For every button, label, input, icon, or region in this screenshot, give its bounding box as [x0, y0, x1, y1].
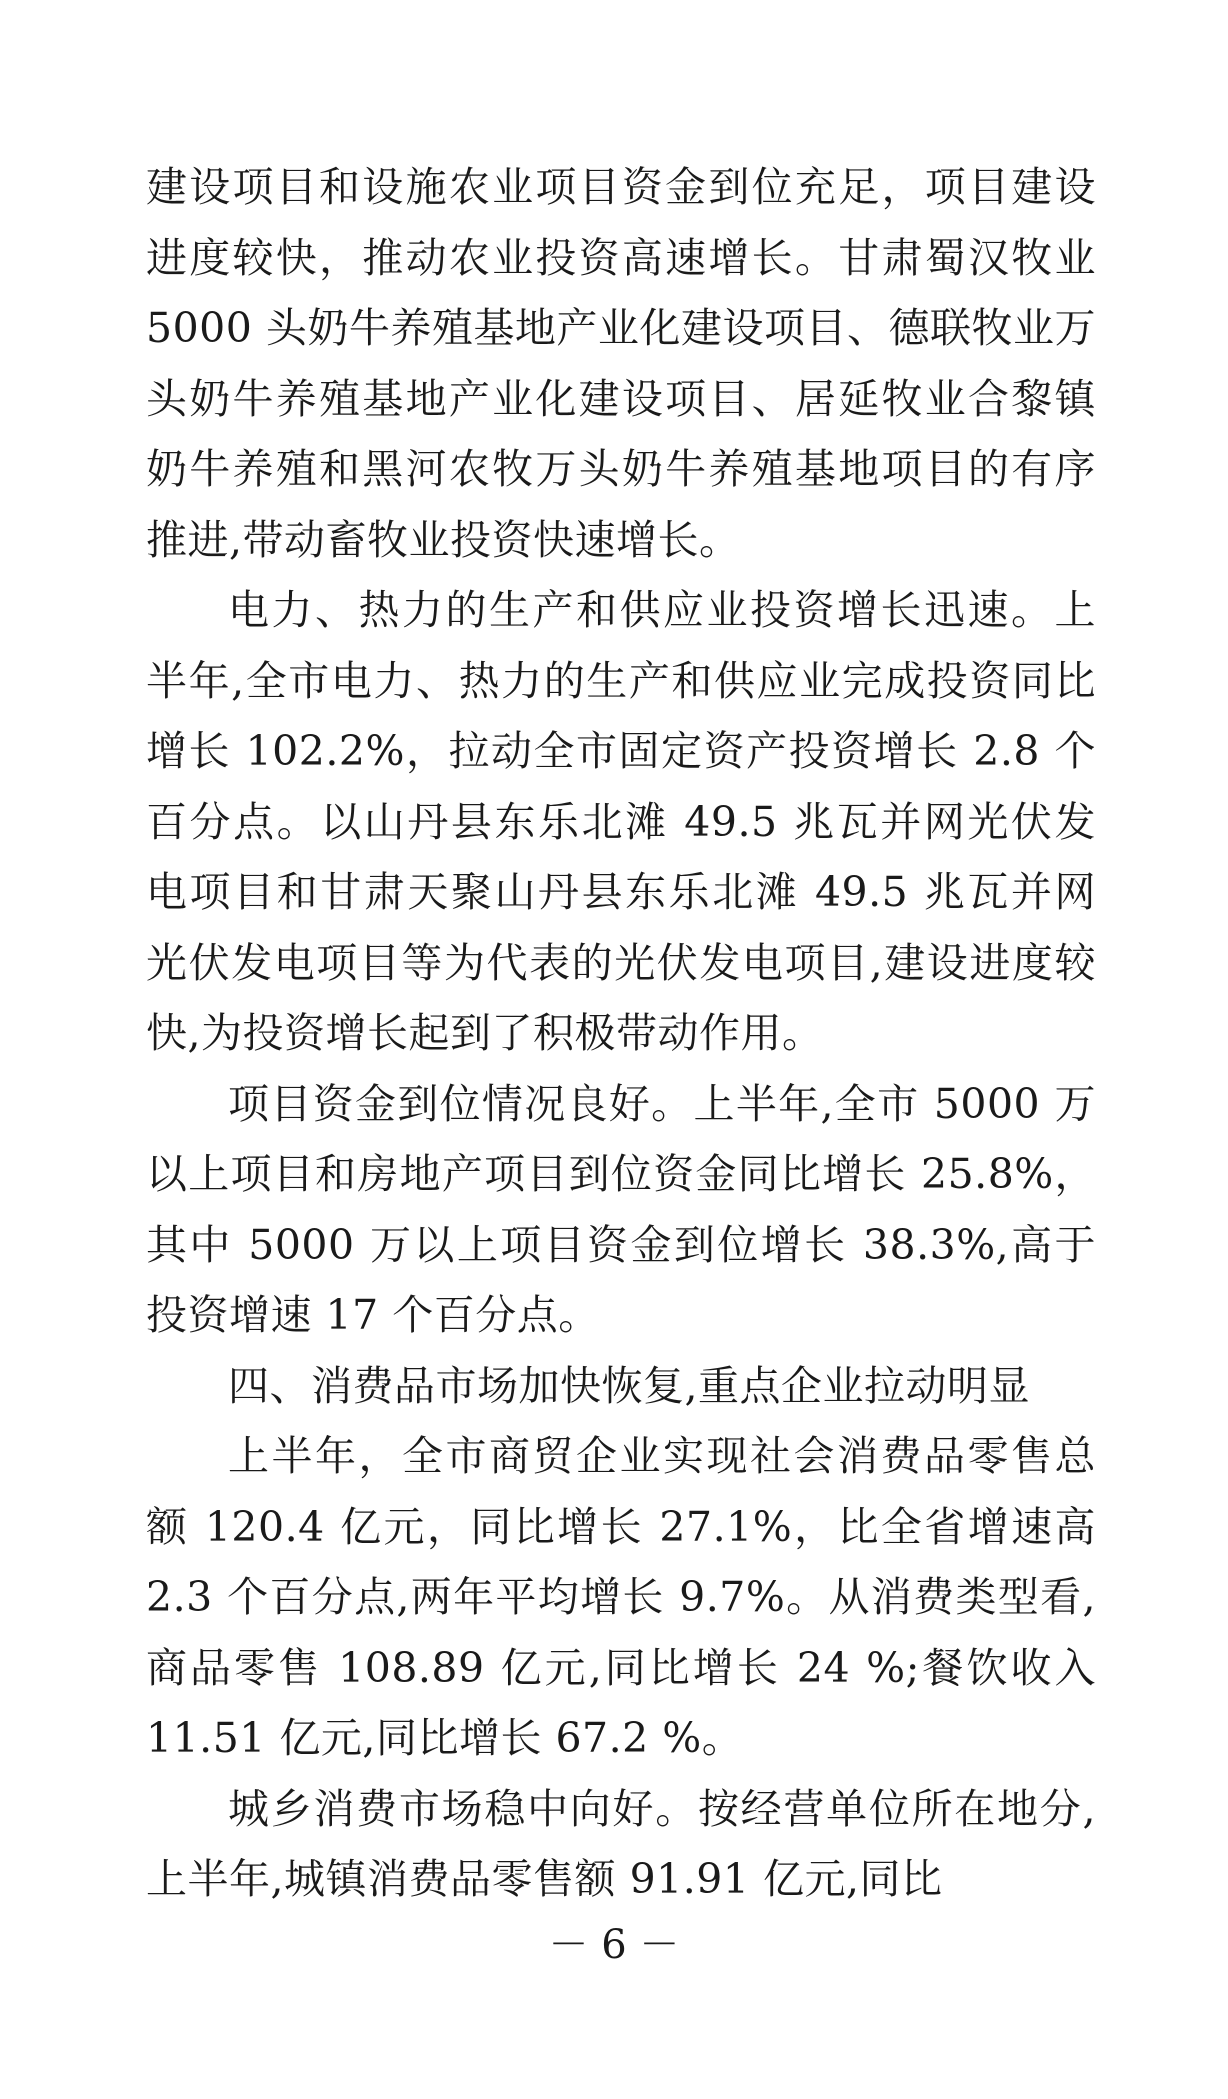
paragraph-electricity-investment: 电力、热力的生产和供应业投资增长迅速。上半年,全市电力、热力的生产和供应业完成投资同比增长 102.2%，拉动全市固定资产投资增长 2.8 个百分点。以山丹县东乐北滩 49.5 兆瓦并网光伏发电项目和甘肃天聚山丹县东乐北滩 49.5 兆瓦并网光伏发电项目等为代表的光伏发电项目,建设进度较快,为投资增长起到了积极带动作用。 [146, 586, 1096, 1057]
paragraph-urban-rural-consumption: 城乡消费市场稳中向好。按经营单位所在地分,上半年,城镇消费品零售额 91.91 亿元,同比 [146, 1784, 1096, 1903]
page-number: － 6 － [548, 1922, 680, 1968]
paragraph-agriculture-continued: 建设项目和设施农业项目资金到位充足，项目建设进度较快，推动农业投资高速增长。甘肃蜀汉牧业 5000 头奶牛养殖基地产业化建设项目、德联牧业万头奶牛养殖基地产业化建设项目、居延牧业合黎镇奶牛养殖和黑河农牧万头奶牛养殖基地项目的有序推进,带动畜牧业投资快速增长。 [146, 163, 1096, 564]
body-text [146, 152, 1096, 1915]
paragraph-project-funding: 项目资金到位情况良好。上半年,全市 5000 万以上项目和房地产项目到位资金同比增长 25.8%，其中 5000 万以上项目资金到位增长 38.3%,高于投资增速 17 个百分点。 [146, 1079, 1096, 1339]
section-heading-consumer-market: 四、消费品市场加快恢复,重点企业拉动明显 [228, 1361, 1031, 1410]
paragraph-retail-sales: 上半年，全市商贸企业实现社会消费品零售总额 120.4 亿元，同比增长 27.1%，比全省增速高 2.3 个百分点,两年平均增长 9.7%。从消费类型看,商品零售 108.89 亿元,同比增长 24 %;餐饮收入 11.51 亿元,同比增长 67.2 %。 [146, 1432, 1096, 1762]
